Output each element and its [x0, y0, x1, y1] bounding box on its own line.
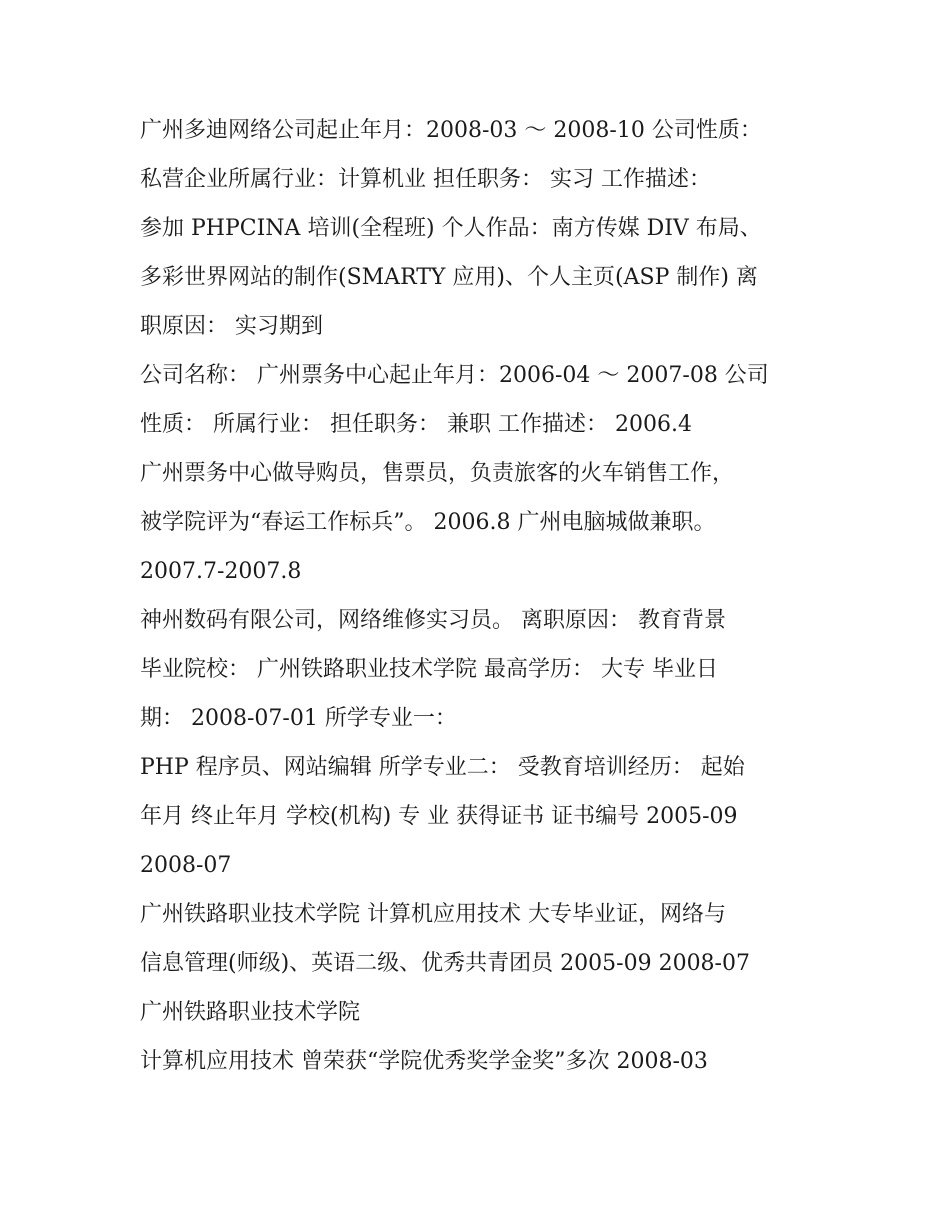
text-line: 2008-07 [140, 853, 232, 878]
text-line: 性质： 所属行业： 担任职务： 兼职 工作描述： 2006.4 [140, 412, 692, 437]
text-line: 广州票务中心做导购员，售票员，负责旅客的火车销售工作， [140, 461, 735, 486]
text-line: 年月 终止年月 学校(机构) 专 业 获得证书 证书编号 2005-09 [140, 804, 738, 829]
text-line: 计算机应用技术 曾荣获“学院优秀奖学金奖”多次 2008-03 [140, 1049, 708, 1074]
text-line: 广州铁路职业技术学院 [140, 1000, 361, 1025]
text-line: 期： 2008-07-01 所学专业一： [140, 706, 457, 731]
text-line: 神州数码有限公司，网络维修实习员。 离职原因： 教育背景 [140, 608, 726, 633]
text-line: 私营企业所属行业：计算机业 担任职务： 实习 工作描述： [140, 167, 711, 192]
text-line: 信息管理(师级)、英语二级、优秀共青团员 2005-09 2008-07 [140, 951, 750, 976]
resume-text-block [140, 106, 830, 1086]
text-line: PHP 程序员、网站编辑 所学专业二： 受教育培训经历： 起始 [140, 755, 745, 780]
text-line: 2007.7-2007.8 [140, 559, 302, 584]
text-line: 广州铁路职业技术学院 计算机应用技术 大专毕业证，网络与 [140, 902, 726, 927]
text-line: 毕业院校： 广州铁路职业技术学院 最高学历： 大专 毕业日 [140, 657, 718, 682]
text-line: 公司名称： 广州票务中心起止年月：2006-04 ～ 2007-08 公司 [140, 363, 769, 388]
text-line: 多彩世界网站的制作(SMARTY 应用)、个人主页(ASP 制作) 离 [140, 265, 758, 290]
text-line: 被学院评为“春运工作标兵”。 2006.8 广州电脑城做兼职。 [140, 510, 716, 535]
text-line: 广州多迪网络公司起止年月：2008-03 ～ 2008-10 公司性质： [140, 118, 762, 143]
text-line: 职原因： 实习期到 [140, 314, 323, 339]
text-line: 参加 PHPCINA 培训(全程班) 个人作品：南方传媒 DIV 布局、 [140, 216, 762, 241]
